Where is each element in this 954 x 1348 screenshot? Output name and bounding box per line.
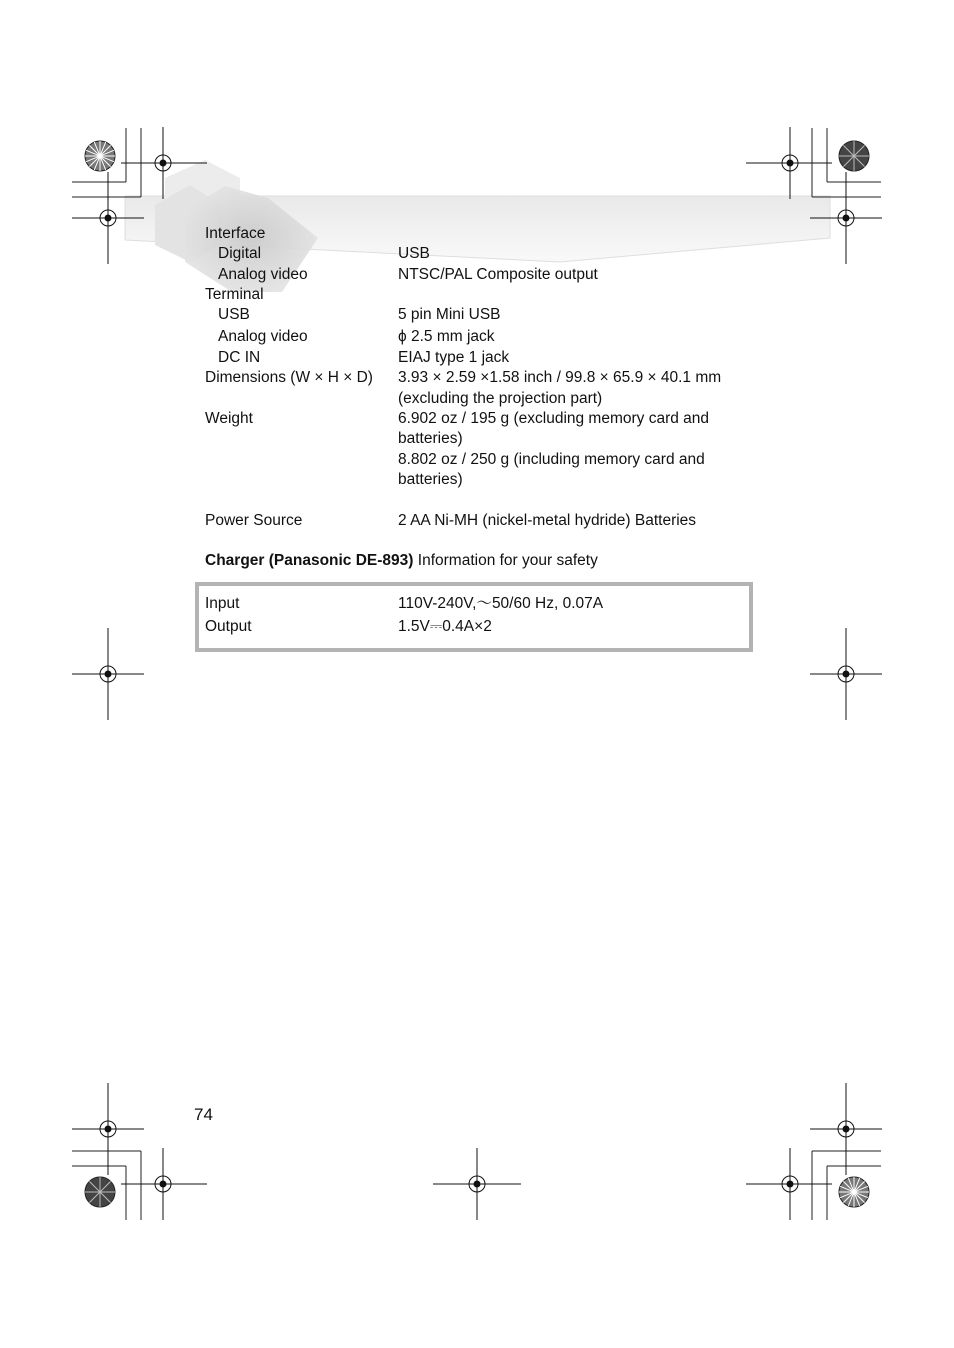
charger-spec-box — [195, 582, 753, 652]
digital-value: USB — [398, 245, 430, 262]
input-value: 110V-240V,～50/60 Hz, 0.07A — [398, 595, 604, 612]
charger-heading-bold: Charger (Panasonic DE-893) — [205, 552, 414, 569]
dimensions-label: Dimensions (W × H × D) — [205, 369, 373, 386]
input-label: Input — [205, 595, 240, 612]
registration-targets — [72, 127, 882, 1220]
analog-video-label: Analog video — [218, 266, 308, 283]
crop-lines — [72, 128, 881, 1220]
weight-value-2: batteries) — [398, 430, 463, 447]
page-number: 74 — [194, 1105, 213, 1124]
power-source-label: Power Source — [205, 512, 303, 529]
dimensions-value-2: (excluding the projection part) — [398, 390, 603, 407]
weight-value-4: batteries) — [398, 471, 463, 488]
dimensions-value-1: 3.93 × 2.59 ×1.58 inch / 99.8 × 65.9 × 40.1 mm — [398, 369, 722, 386]
charger-heading — [205, 552, 598, 570]
power-source-value: 2 AA Ni-MH (nickel-metal hydride) Batteries — [398, 512, 697, 529]
analog-video-value: NTSC/PAL Composite output — [398, 266, 598, 283]
usb-value: 5 pin Mini USB — [398, 306, 501, 323]
terminal-label: Terminal — [205, 286, 264, 303]
usb-label: USB — [218, 306, 250, 323]
dcin-label: DC IN — [218, 349, 261, 366]
output-label: Output — [205, 618, 252, 635]
interface-label: Interface — [205, 225, 266, 242]
terminal-analog-value: ϕ 2.5 mm jack — [398, 328, 495, 345]
digital-label: Digital — [218, 245, 262, 262]
weight-value-1: 6.902 oz / 195 g (excluding memory card and — [398, 410, 710, 427]
weight-value-3: 8.802 oz / 250 g (including memory card and — [398, 451, 705, 468]
dcin-value: EIAJ type 1 jack — [398, 349, 510, 366]
weight-label: Weight — [205, 410, 253, 427]
starburst-marks — [85, 141, 869, 1207]
output-value: 1.5V⎓0.4A×2 — [398, 618, 492, 635]
terminal-analog-label: Analog video — [218, 328, 308, 345]
charger-heading-rest: Information for your safety — [413, 552, 598, 569]
